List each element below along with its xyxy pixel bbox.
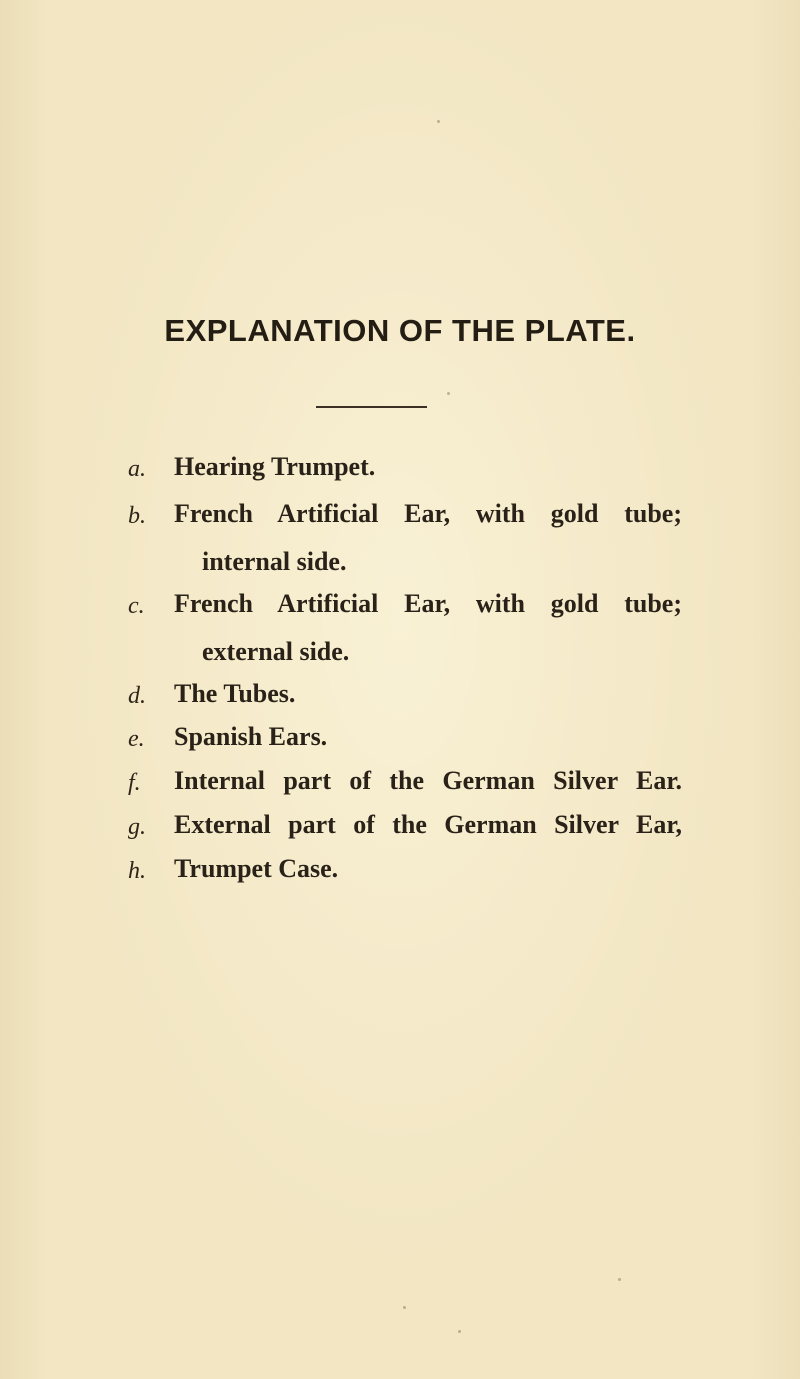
entry-text: Internal part of the German Silver Ear. — [174, 766, 682, 795]
list-item — [0, 680, 800, 720]
list-item — [0, 811, 800, 851]
entry-letter: d. — [128, 683, 146, 709]
entry-text: French Artificial Ear, with gold tube; — [174, 499, 682, 528]
entry-text: French Artificial Ear, with gold tube; — [174, 589, 682, 618]
entry-text: Hearing Trumpet. — [174, 452, 376, 481]
paper-speck — [458, 1330, 461, 1333]
list-item — [0, 855, 800, 895]
entry-letter: g. — [128, 814, 146, 840]
list-item — [0, 767, 800, 807]
paper-speck — [447, 392, 450, 395]
entry-letter: b. — [128, 503, 146, 529]
entry-text: Spanish Ears. — [174, 722, 328, 751]
list-item — [0, 723, 800, 763]
paper-speck — [403, 1306, 406, 1309]
list-item — [0, 589, 800, 666]
entry-text: The Tubes. — [174, 679, 296, 708]
entry-text-continued: external side. — [202, 637, 350, 666]
list-item — [0, 453, 800, 493]
list-item — [0, 499, 800, 576]
entry-text: External part of the German Silver Ear, — [174, 810, 682, 839]
entry-letter: a. — [128, 456, 146, 482]
title-divider — [316, 406, 427, 408]
entry-text-continued: internal side. — [202, 547, 347, 576]
paper-speck — [437, 120, 440, 123]
entry-letter: h. — [128, 858, 146, 884]
page-title: EXPLANATION OF THE PLATE. — [164, 313, 636, 348]
entry-letter: c. — [128, 593, 145, 619]
paper-speck — [618, 1278, 621, 1281]
entry-letter: e. — [128, 726, 145, 752]
entry-text: Trumpet Case. — [174, 854, 339, 883]
entry-letter: f. — [128, 770, 141, 796]
